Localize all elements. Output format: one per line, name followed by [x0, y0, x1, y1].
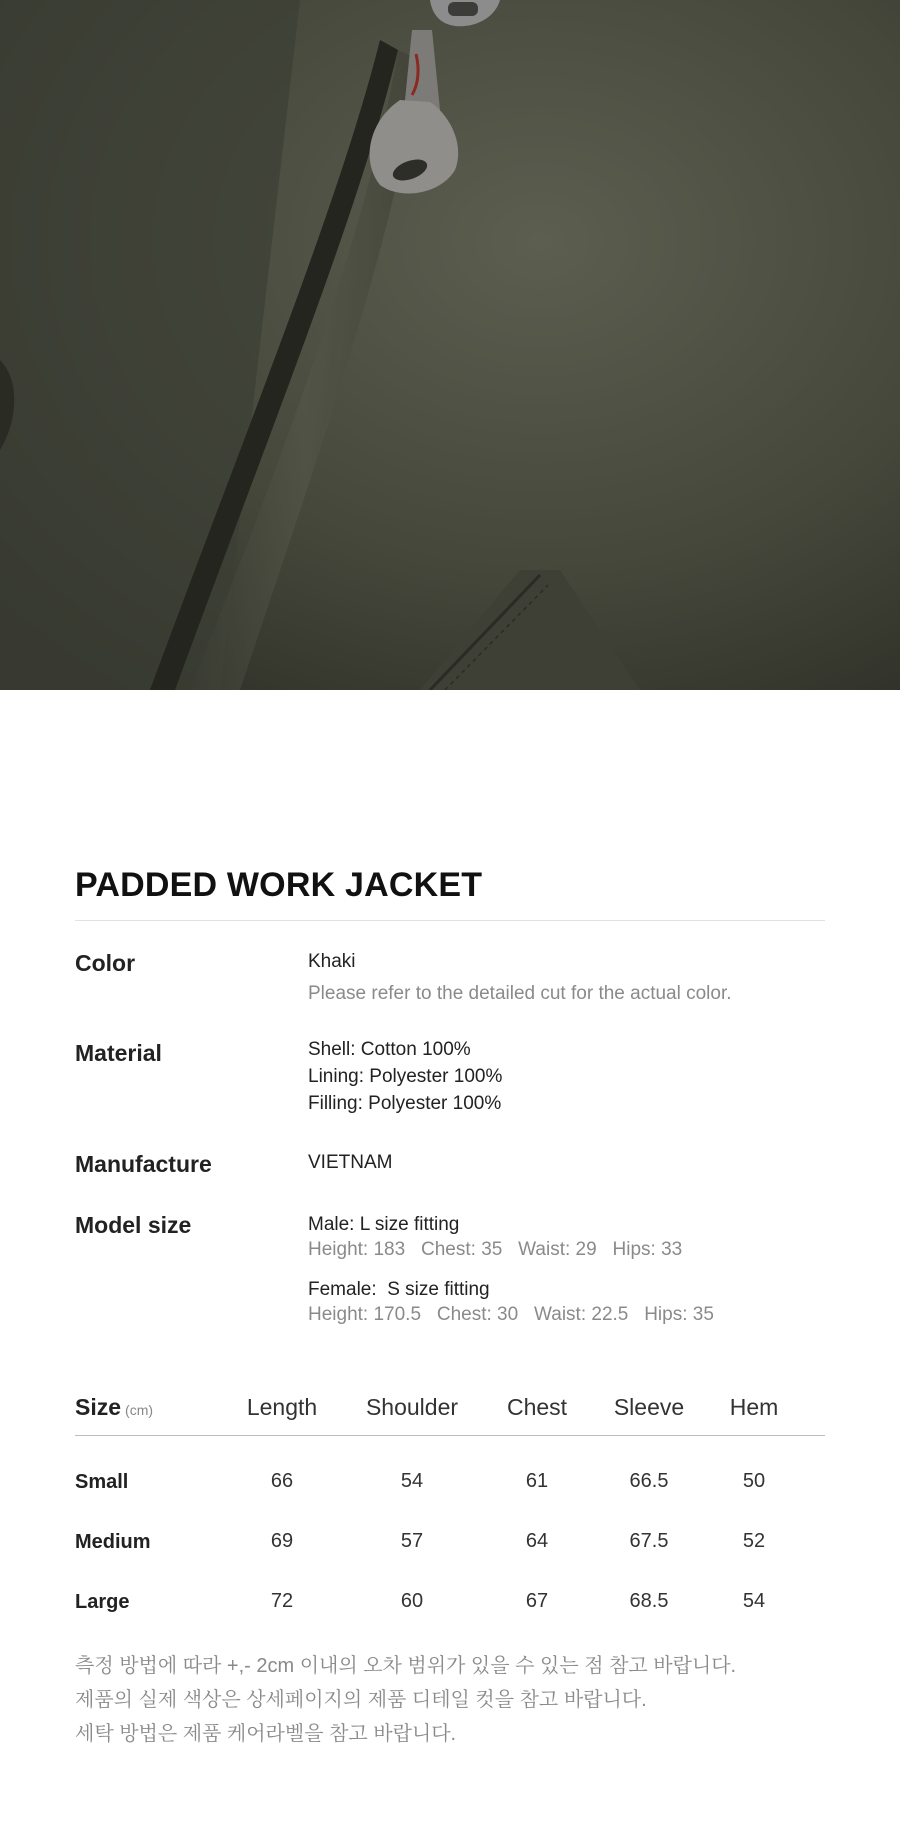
- note-actual-color: 제품의 실제 색상은 상세페이지의 제품 디테일 컷을 참고 바랍니다.: [75, 1689, 647, 1711]
- color-note: Please refer to the detailed cut for the actual color.: [308, 983, 732, 1004]
- cell-medium-shoulder: 57: [400, 1530, 424, 1552]
- col-header-length: Length: [246, 1394, 318, 1420]
- manufacture-value: VIETNAM: [308, 1152, 393, 1173]
- cell-small-shoulder: 54: [400, 1470, 424, 1492]
- model-female-fit: Female: S size fitting: [308, 1279, 490, 1300]
- col-header-chest: Chest: [506, 1394, 568, 1420]
- model-male-measurements: Height: 183 Chest: 35 Waist: 29 Hips: 33: [308, 1239, 683, 1260]
- cell-small-chest: 61: [525, 1470, 549, 1492]
- cell-small-sleeve: 66.5: [629, 1470, 669, 1492]
- cell-large-shoulder: 60: [400, 1590, 424, 1612]
- title-divider: [75, 920, 825, 921]
- note-measurement-tolerance: 측정 방법에 따라 +,- 2cm 이내의 오차 범위가 있을 수 있는 점 참고 바랍니다.: [75, 1655, 737, 1677]
- col-header-hem: Hem: [729, 1394, 779, 1420]
- size-title: Size: [75, 1394, 122, 1420]
- material-filling: Filling: Polyester 100%: [308, 1093, 502, 1114]
- cell-medium-length: 69: [270, 1530, 294, 1552]
- color-label: Color: [75, 950, 136, 976]
- color-value: Khaki: [308, 951, 356, 972]
- model-male-fit: Male: L size fitting: [308, 1214, 460, 1235]
- col-header-shoulder: Shoulder: [365, 1394, 459, 1420]
- manufacture-label: Manufacture: [75, 1151, 212, 1177]
- model-female-measurements: Height: 170.5 Chest: 30 Waist: 22.5 Hips: 35: [308, 1304, 714, 1325]
- row-label-small: Small: [75, 1471, 129, 1493]
- cell-large-chest: 67: [525, 1590, 549, 1612]
- cell-small-length: 66: [270, 1470, 294, 1492]
- cell-medium-hem: 52: [742, 1530, 766, 1552]
- cell-medium-sleeve: 67.5: [629, 1530, 669, 1552]
- cell-large-sleeve: 68.5: [629, 1590, 669, 1612]
- cell-medium-chest: 64: [525, 1530, 549, 1552]
- size-table-title: [75, 1394, 153, 1421]
- material-label: Material: [75, 1040, 162, 1066]
- product-detail-photo: [0, 0, 900, 690]
- cell-large-hem: 54: [742, 1590, 766, 1612]
- material-lining: Lining: Polyester 100%: [308, 1066, 503, 1087]
- row-label-large: Large: [75, 1591, 130, 1613]
- cell-large-length: 72: [270, 1590, 294, 1612]
- note-washing: 세탁 방법은 제품 케어라벨을 참고 바랍니다.: [75, 1723, 457, 1745]
- material-shell: Shell: Cotton 100%: [308, 1039, 471, 1060]
- product-title: PADDED WORK JACKET: [75, 866, 483, 904]
- row-label-medium: Medium: [75, 1531, 151, 1553]
- size-unit: (cm): [125, 1402, 154, 1418]
- size-table-divider: [75, 1435, 825, 1436]
- col-header-sleeve: Sleeve: [613, 1394, 685, 1420]
- cell-small-hem: 50: [742, 1470, 766, 1492]
- model-size-label: Model size: [75, 1212, 192, 1238]
